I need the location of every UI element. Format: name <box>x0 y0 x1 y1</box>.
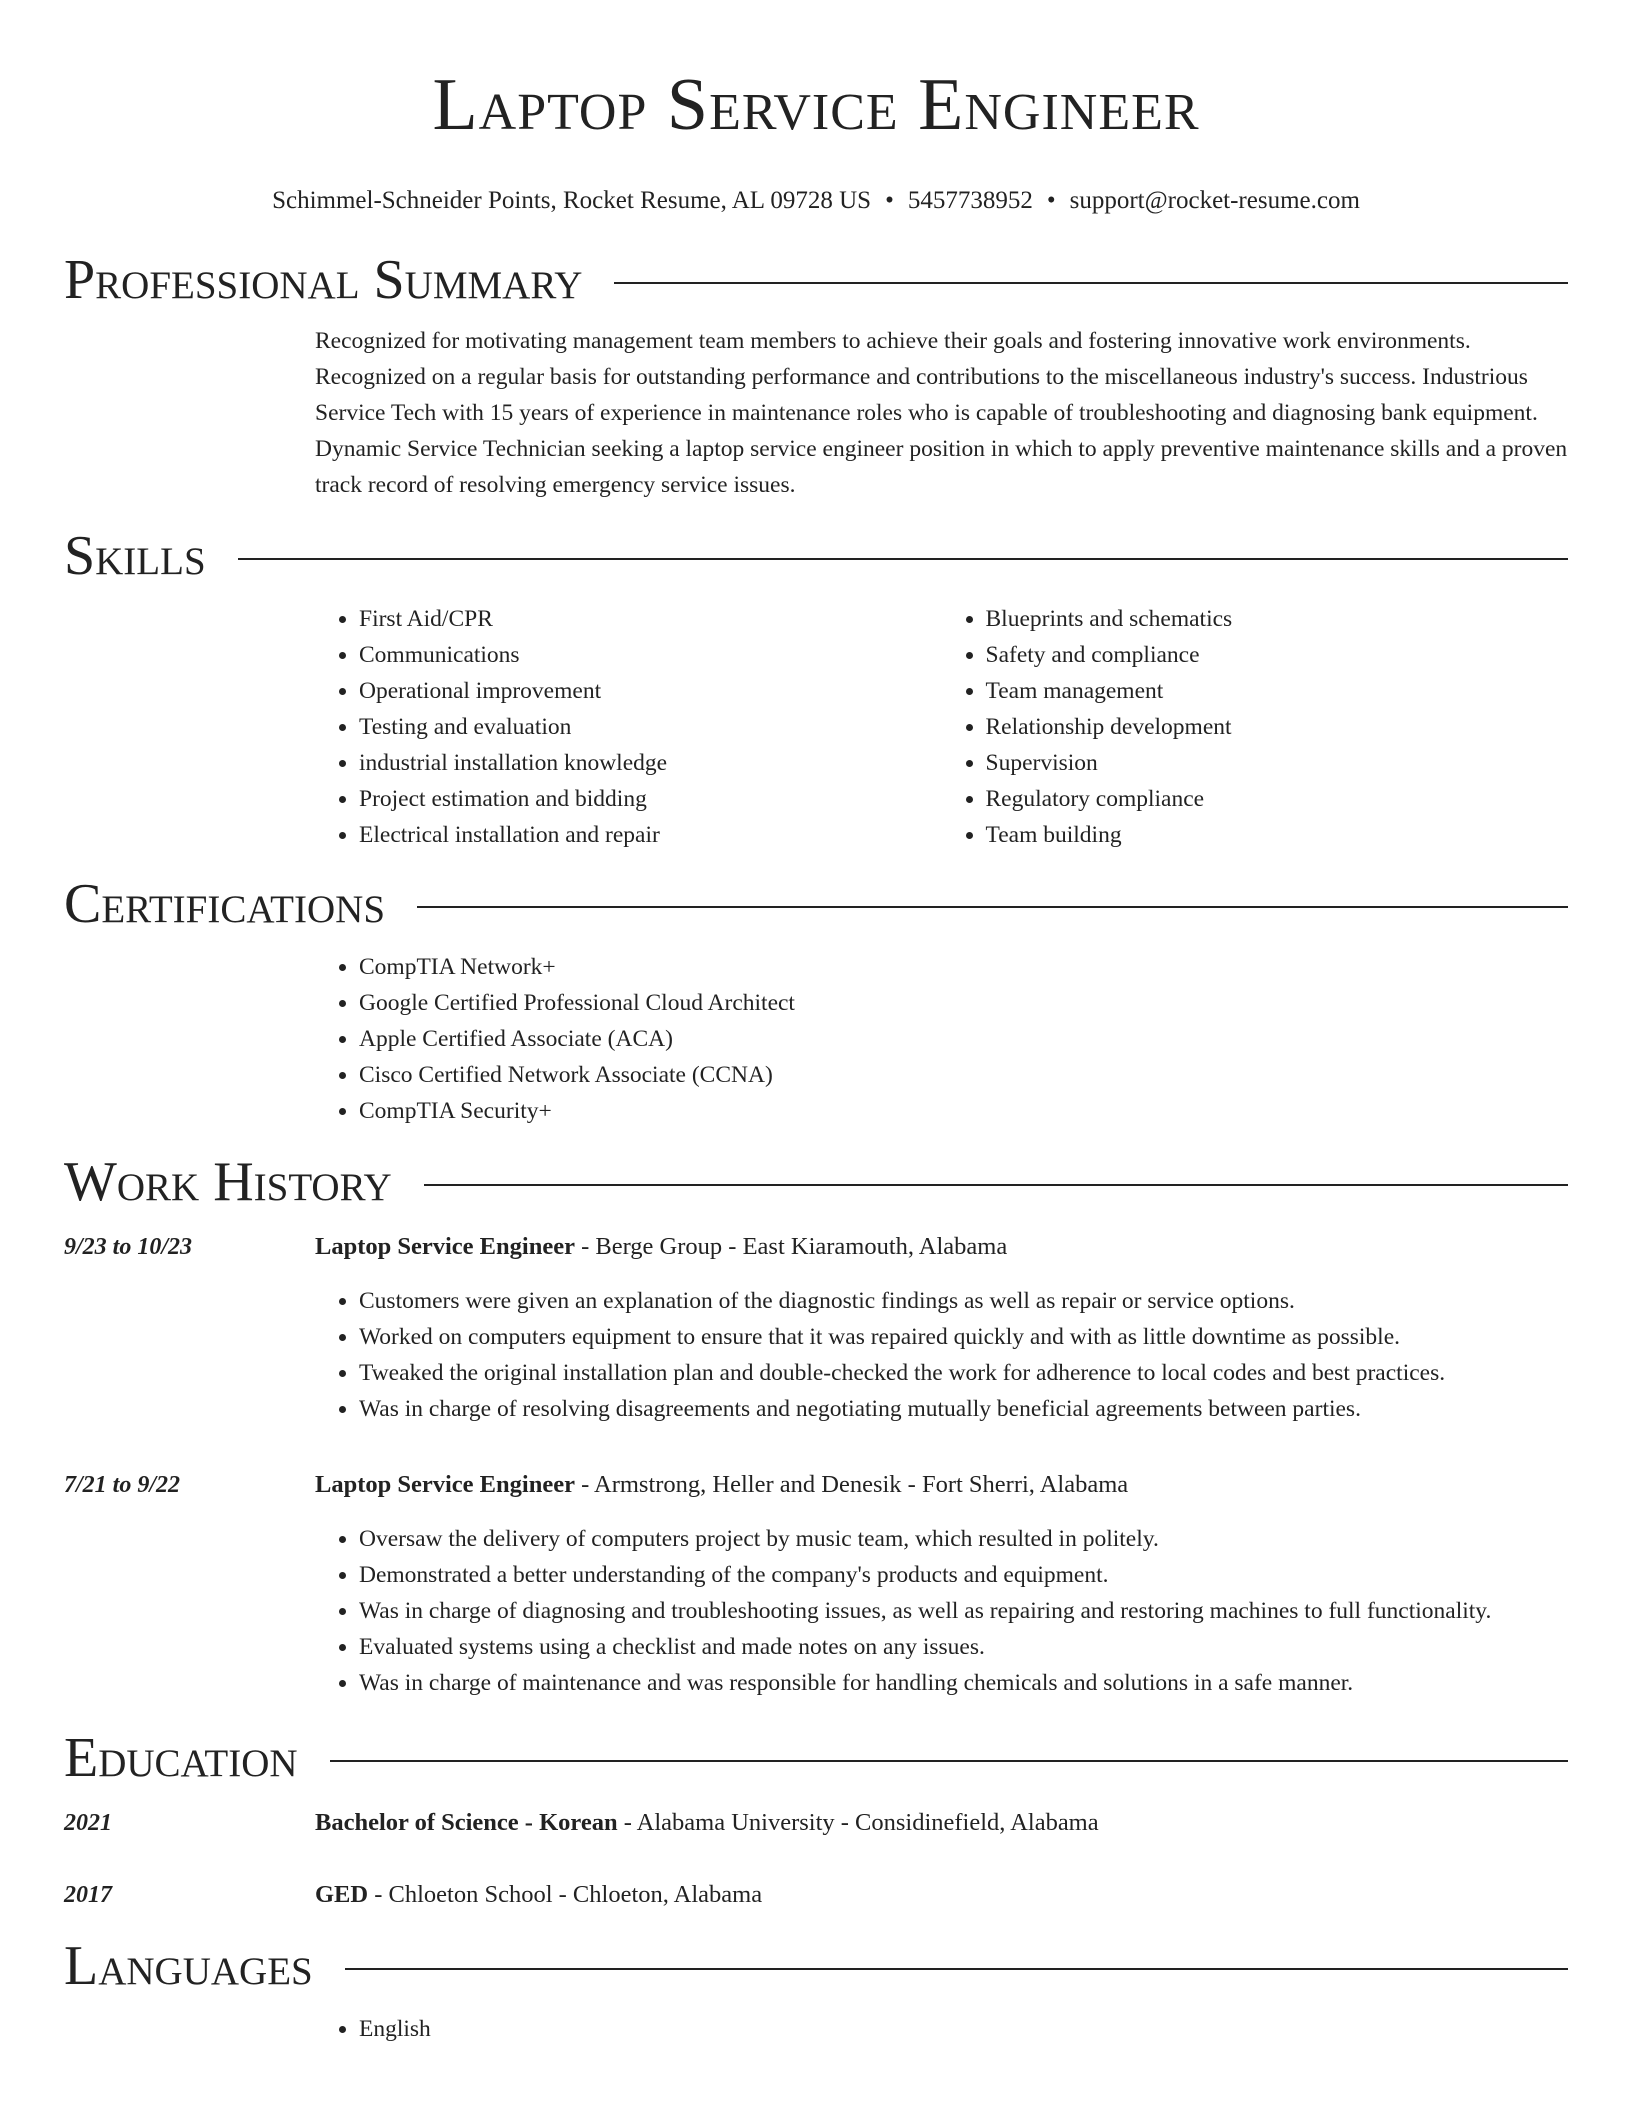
section-divider <box>345 1968 1568 1970</box>
certification-item: • Google Certified Professional Cloud Architect <box>359 985 1568 1021</box>
section-divider <box>238 558 1568 560</box>
certification-item: • Cisco Certified Network Associate (CCNA) <box>359 1057 1568 1093</box>
job-content <box>315 1467 1568 1701</box>
skill-item: • First Aid/CPR <box>359 601 942 637</box>
education-entry <box>64 1877 1568 1913</box>
job-bullet: • Was in charge of resolving disagreements and negotiating mutually beneficial agreements between parties. <box>359 1391 1568 1427</box>
skill-item: • Supervision <box>986 745 1569 781</box>
work-history-heading-text: Work History <box>64 1151 392 1213</box>
skill-item: • Team building <box>986 817 1569 853</box>
certification-item: • Apple Certified Associate (ACA) <box>359 1021 1568 1057</box>
education-entry <box>64 1805 1568 1841</box>
skills-heading-text: Skills <box>64 525 206 587</box>
skill-item: • Electrical installation and repair <box>359 817 942 853</box>
job-bullet: • Worked on computers equipment to ensure that it was repaired quickly and with as little downtime as possible. <box>359 1319 1568 1355</box>
job-details: - Armstrong, Heller and Denesik - Fort Sherri, Alabama <box>574 1471 1129 1498</box>
skills-list-right <box>942 601 1569 853</box>
skill-item: • Testing and evaluation <box>359 709 942 745</box>
job-header <box>315 1229 1568 1265</box>
section-divider <box>424 1184 1568 1186</box>
job-bullet: • Tweaked the original installation plan and double-checked the work for adherence to local codes and best practices. <box>359 1355 1568 1391</box>
language-item: • English <box>359 2011 1568 2047</box>
section-divider <box>614 282 1568 284</box>
job-dates: 9/23 to 10/23 <box>64 1234 193 1260</box>
work-history-heading <box>64 1149 1568 1215</box>
skill-item: • Safety and compliance <box>986 637 1569 673</box>
certifications-heading-text: Certifications <box>64 873 386 935</box>
skill-item: • industrial installation knowledge <box>359 745 942 781</box>
contact-phone: 5457738952 <box>907 187 1033 214</box>
certification-item: • CompTIA Security+ <box>359 1093 1568 1129</box>
education-degree: GED <box>315 1881 369 1908</box>
job-bullet: • Was in charge of maintenance and was responsible for handling chemicals and solutions in a safe manner. <box>359 1665 1568 1701</box>
education-content <box>315 1805 1568 1841</box>
summary-heading <box>64 247 1568 313</box>
job-bullet: • Demonstrated a better understanding of the company's products and equipment. <box>359 1557 1568 1593</box>
languages-list <box>315 2011 1568 2047</box>
job-bullet: • Was in charge of diagnosing and troubleshooting issues, as well as repairing and restoring machines to full functionality. <box>359 1593 1568 1629</box>
job-title: Laptop Service Engineer <box>315 1471 575 1498</box>
job-bullets <box>315 1521 1568 1701</box>
certifications-heading <box>64 871 1568 937</box>
certification-item: • CompTIA Network+ <box>359 949 1568 985</box>
job-content <box>315 1229 1568 1427</box>
summary-heading-text: Professional Summary <box>64 249 583 311</box>
skills-list-left <box>315 601 942 853</box>
education-year: 2021 <box>64 1810 112 1836</box>
languages-heading <box>64 1933 1568 1999</box>
job-title: Laptop Service Engineer <box>315 1233 575 1260</box>
contact-address: Schimmel-Schneider Points, Rocket Resume, AL 09728 US <box>272 187 872 214</box>
contact-separator: • <box>885 187 894 214</box>
education-degree: Bachelor of Science - Korean <box>315 1809 618 1836</box>
education-content <box>315 1877 1568 1913</box>
job-header <box>315 1467 1568 1503</box>
skill-item: • Communications <box>359 637 942 673</box>
languages-heading-text: Languages <box>64 1935 313 1997</box>
section-divider <box>330 1760 1568 1762</box>
resume-name: Laptop Service Engineer <box>432 64 1200 146</box>
skill-item: • Operational improvement <box>359 673 942 709</box>
job-details: - Berge Group - East Kiaramouth, Alabama <box>574 1233 1008 1260</box>
certifications-section <box>315 949 1568 1129</box>
skill-item: • Regulatory compliance <box>986 781 1569 817</box>
skill-item: • Blueprints and schematics <box>986 601 1569 637</box>
job-entry <box>64 1229 1568 1427</box>
skill-item: • Team management <box>986 673 1569 709</box>
job-bullet: • Customers were given an explanation of the diagnostic findings as well as repair or service options. <box>359 1283 1568 1319</box>
education-year: 2017 <box>64 1882 112 1908</box>
section-divider <box>417 906 1568 908</box>
contact-separator: • <box>1046 187 1056 214</box>
job-bullet: • Evaluated systems using a checklist and made notes on any issues. <box>359 1629 1568 1665</box>
education-details: - Chloeton School - Chloeton, Alabama <box>368 1881 763 1908</box>
education-heading-text: Education <box>64 1727 298 1789</box>
summary-text: Recognized for motivating management team members to achieve their goals and fostering innovative work environments. Recognized on a regular basis for outstanding performance and contributions to the miscellaneous industry's success. Industrious Service Tech with 15 years of experience in maintenance roles who is capable of troubleshooting and diagnosing bank equipment. Dynamic Service Technician seeking a laptop service engineer position in which to apply preventive maintenance skills and a proven track record of resolving emergency service issues. <box>315 328 1568 498</box>
job-dates: 7/21 to 9/22 <box>64 1472 181 1498</box>
job-entry <box>64 1467 1568 1701</box>
skills-heading <box>64 523 1568 589</box>
languages-section <box>315 2011 1568 2047</box>
skill-item: • Project estimation and bidding <box>359 781 942 817</box>
job-bullets <box>315 1283 1568 1427</box>
contact-email: support@rocket-resume.com <box>1069 187 1360 214</box>
summary-section <box>315 323 1568 503</box>
job-bullet: • Oversaw the delivery of computers project by music team, which resulted in politely. <box>359 1521 1568 1557</box>
certifications-list <box>315 949 1568 1129</box>
education-heading <box>64 1725 1568 1791</box>
skill-item: • Relationship development <box>986 709 1569 745</box>
skills-section <box>315 601 1568 853</box>
contact-line <box>0 186 1632 216</box>
education-details: - Alabama University - Considinefield, Alabama <box>617 1809 1099 1836</box>
